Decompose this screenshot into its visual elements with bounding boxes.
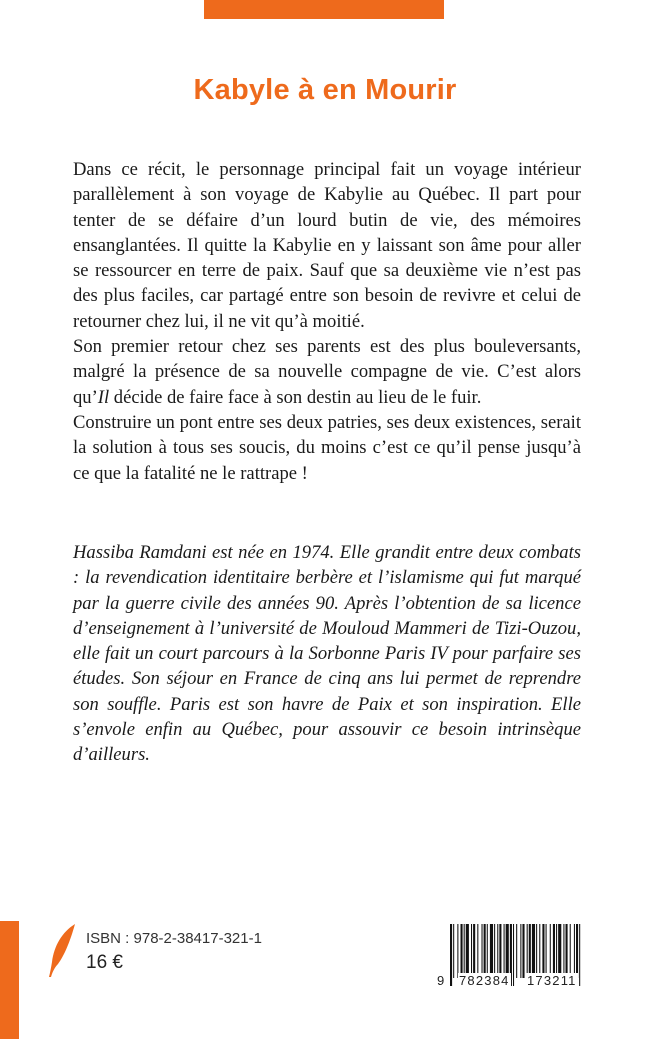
barcode-bar: [520, 924, 521, 978]
barcode-bar: [471, 924, 472, 978]
barcode-bar: [499, 924, 501, 978]
summary-paragraph-1: Dans ce récit, le personnage principal fait un voyage intérieur parallèlement à son voyage de Kabylie au Québec. Il part pour tenter de se défaire d’un lourd butin de vie, des mémoires ensanglantées. Il quitte la Kabylie en y laissant son âme pour aller se ressourcer en terre de paix. Sauf que sa deuxième vie n’est pas des plus faciles, car partagé entre son besoin de revivre et celui de retourner chez lui, il ne vit qu’à moitié.: [73, 159, 581, 332]
barcode-bar: [484, 924, 486, 978]
barcode-bar: [529, 924, 531, 978]
barcode-digits: [436, 973, 586, 993]
barcode-bar: [473, 924, 475, 978]
back-cover-summary: [73, 157, 581, 486]
barcode-bar: [464, 924, 465, 978]
feather-logo-icon: [48, 922, 78, 978]
barcode-bar: [487, 924, 488, 978]
summary-p2-end: décide de faire face à son destin au lieu de le fuir.: [109, 386, 482, 408]
barcode-bar: [504, 924, 505, 978]
barcode-bar: [539, 924, 540, 978]
barcode-bar: [570, 924, 571, 978]
barcode-bar: [466, 924, 469, 978]
barcode-left-group: 782384: [459, 973, 510, 988]
barcode-bar: [574, 924, 575, 978]
summary-p2-italic: Il: [97, 386, 110, 408]
barcode-bar: [576, 924, 578, 978]
side-accent-bar: [0, 921, 19, 1039]
barcode-bar: [516, 924, 517, 978]
barcode-bar: [461, 924, 463, 978]
barcode-bar: [453, 924, 454, 978]
barcode-bar: [506, 924, 509, 978]
author-bio: [73, 540, 581, 768]
summary-paragraph-2: [73, 334, 581, 410]
barcode-bar: [566, 924, 568, 978]
barcode-bar: [532, 924, 535, 978]
isbn-text: ISBN : 978-2-38417-321-1: [86, 930, 262, 947]
barcode-bar: [536, 924, 537, 978]
barcode-bar: [477, 924, 478, 978]
barcode-bar: [550, 924, 551, 978]
author-bio-text: Hassiba Ramdani est née en 1974. Elle grandit entre deux combats : la revendication identitaire berbère et l’islamisme qui fut marqué par la guerre civile des années 90. Après l’obtention de sa licence d’enseignement à l’université de Mouloud Mammeri de Tizi-Ouzou, elle fait un court parcours à la Sorbonne Paris IV pour parfaire ses études. Son séjour en France de cinq ans lui permet de reprendre son souffle. Paris est son havre de Paix et son inspiration. Elle s’envole enfin au Québec, pour assouvir ce besoin intrinsèque d’ailleurs.: [73, 542, 581, 766]
barcode-bar: [522, 924, 524, 978]
summary-p2-start: Son premier retour chez ses parents est des plus bouleversants, malgré la présence de sa nouvelle compagne de vie. C’est alors qu’: [73, 336, 581, 408]
book-title: Kabyle à en Mourir: [193, 74, 457, 106]
barcode-bar: [563, 924, 564, 978]
barcode-first-digit: 9: [437, 973, 446, 988]
barcode-bar: [482, 924, 483, 978]
barcode-bar: [457, 924, 458, 978]
barcode-bar: [558, 924, 561, 978]
barcode-bar: [546, 924, 547, 978]
barcode-bar: [553, 924, 555, 978]
summary-paragraph-3: Construire un pont entre ses deux patries, ses deux existences, serait la solution à tous ses soucis, du moins c’est ce qu’il pense jusqu’à ce que la fatalité ne le rattrape !: [73, 411, 581, 484]
barcode-bar: [490, 924, 493, 978]
barcode-bar: [497, 924, 498, 978]
barcode-bar: [527, 924, 528, 978]
top-accent-bar: [204, 0, 444, 19]
price-text: 16 €: [86, 952, 123, 973]
barcode-bar: [542, 924, 544, 978]
barcode-bar: [556, 924, 557, 978]
barcode-right-group: 173211: [527, 973, 577, 988]
barcode-bar: [494, 924, 495, 978]
